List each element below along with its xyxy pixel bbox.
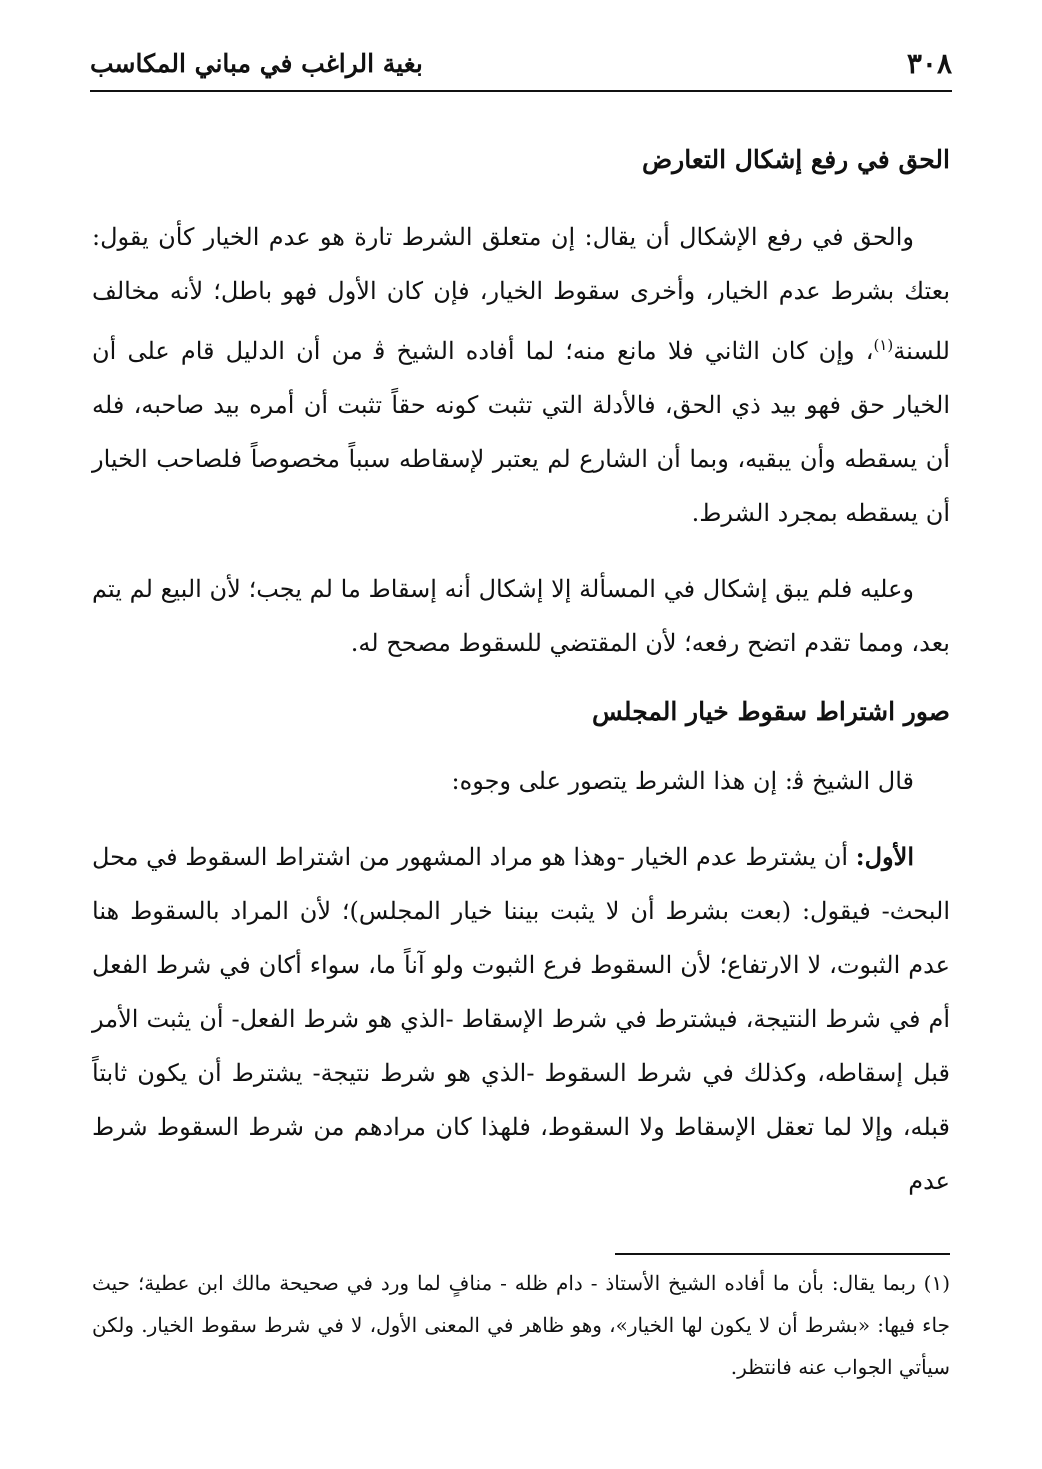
main-text bbox=[92, 140, 950, 1208]
paragraph-4-text: أن يشترط عدم الخيار -وهذا هو مراد المشهور من اشتراط السقوط في محل البحث- فيقول: (بعت بشرط أن لا يثبت بيننا خيار المجلس)؛ لأن المراد بالسقوط هنا عدم الثبوت، لا الارتفاع؛ لأن السقوط فرع الثبوت ولو آناً ما، سواء أكان في شرط الفعل أم في شرط النتيجة، فيشترط في شرط الإسقاط -الذي هو شرط الفعل- أن يثبت الأمر قبل إسقاطه، وكذلك في شرط السقوط -الذي هو شرط نتيجة- يشترط أن يكون ثابتاً قبله، وإلا لما تعقل الإسقاط ولا السقوط، فلهذا كان مرادهم من شرط السقوط شرط عدم bbox=[92, 843, 950, 1195]
paragraph-3: قال الشيخ ﭬ: إن هذا الشرط يتصور على وجوه: bbox=[451, 767, 914, 795]
paragraph-4 bbox=[92, 830, 950, 1208]
paragraph-1-part-a: والحق في رفع الإشكال أن يقال: إن متعلق الشرط تارة هو عدم الخيار كأن يقول: بعتك بشرط عدم الخيار، وأخرى سقوط الخيار، فإن كان الأول فهو باطل؛ لأنه مخالف للسنة bbox=[92, 223, 950, 365]
paragraph-4-lead: الأول: bbox=[855, 842, 914, 871]
paragraph-2: وعليه فلم يبق إشكال في المسألة إلا إشكال أنه إسقاط ما لم يجب؛ لأن البيع لم يتم بعد، ومما تقدم اتضح رفعه؛ لأن المقتضي للسقوط مصحح له. bbox=[92, 575, 950, 657]
footnote-reference: (١) bbox=[873, 336, 894, 354]
paragraph-1 bbox=[92, 210, 950, 540]
footnote-divider bbox=[615, 1253, 950, 1255]
footnote: (١) ربما يقال: بأن ما أفاده الشيخ الأستاذ - دام ظله - منافٍ لما ورد في صحيحة مالك ابن عطية؛ حيث جاء فيها: «بشرط أن لا يكون لها الخيار»، وهو ظاهر في المعنى الأول، لا في شرط سقوط الخيار. ولكن سيأتي الجواب عنه فانتظر. bbox=[92, 1271, 950, 1379]
page-number: ٣٠٨ bbox=[906, 47, 952, 80]
section-heading-forms: صور اشتراط سقوط خيار المجلس bbox=[592, 697, 950, 726]
running-header bbox=[90, 44, 952, 92]
paragraph-1-part-b: ، وإن كان الثاني فلا مانع منه؛ لما أفاده الشيخ ﭬ من أن الدليل قام على أن الخيار حق فهو بيد ذي الحق، فالأدلة التي تثبت كونه حقاً تثبت أن أمره بيد صاحبه، فله أن يسقطه وأن يبقيه، وبما أن الشارع لم يعتبر لإسقاطه سبباً مخصوصاً فلصاحب الخيار أن يسقطه بمجرد الشرط. bbox=[92, 337, 950, 527]
section-heading-conflict: الحق في رفع إشكال التعارض bbox=[641, 145, 950, 174]
book-title: بغية الراغب في مباني المكاسب bbox=[90, 49, 423, 78]
